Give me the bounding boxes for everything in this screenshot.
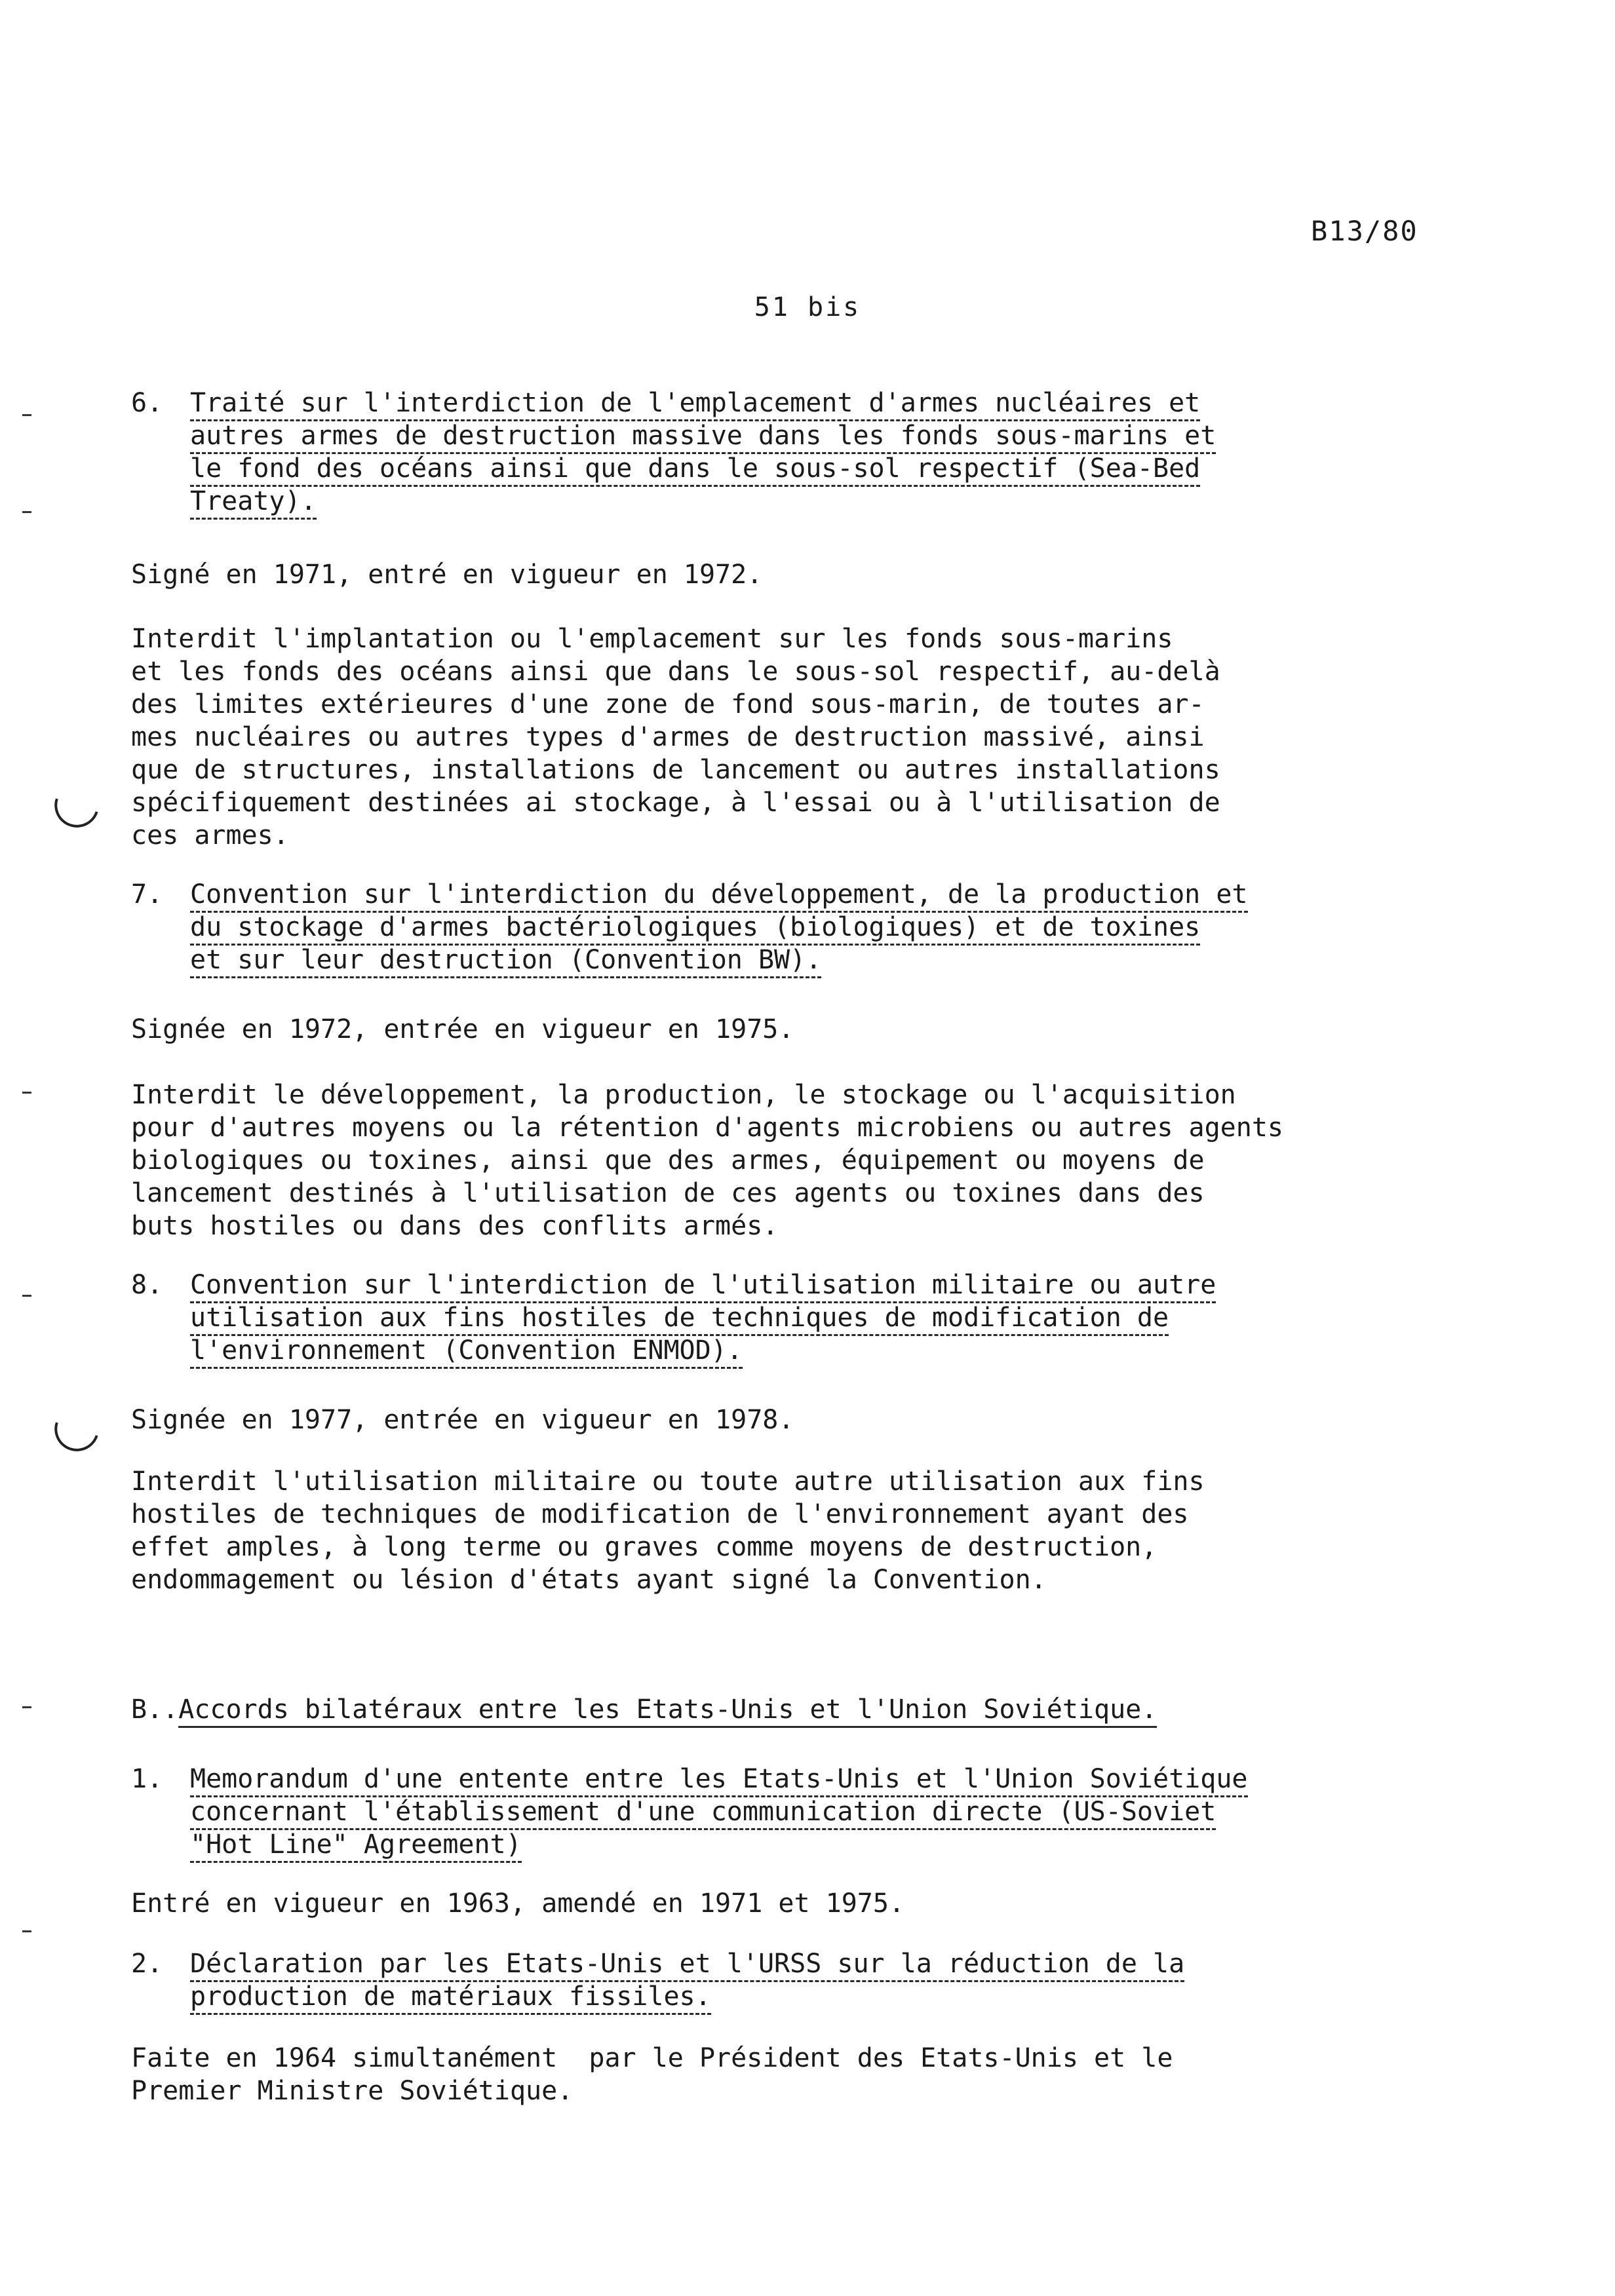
section-7-body: Interdit le développement, la production, le stockage ou l'acquisition pour d'autres moyens ou la rétention d'agents microbiens ou autres agents biologiques ou toxines, ainsi que des armes, équipement ou moyens de lancement destinés à l'utilisation de ces agents ou toxines dans des buts hostiles ou dans des conflits armés. xyxy=(131,1080,1283,1241)
section-8-status: Signée en 1977, entrée en vigueur en 1978. xyxy=(131,1405,794,1435)
margin-arc-mark xyxy=(49,798,98,833)
section-6-body: Interdit l'implantation ou l'emplacement sur les fonds sous-marins et les fonds des océans ainsi que dans le sous-sol respectif, au-delà des limites extérieures d'une zone de fond sous-marin, de toutes ar- mes nucléaires ou autres types d'armes de destruction massivé, ainsi que de structures, installations de lancement ou autres installations spécifiquement destinées ai stockage, à l'essai ou à l'utilisation de ces armes. xyxy=(131,624,1220,851)
section-8-title: 8. Convention sur l'interdiction de l'utilisation militaire ou autre utilisation aux fins hostiles de techniques de modification de l'environnement (Convention ENMOD). xyxy=(131,1269,1534,1367)
part-b-item-1-status: Entré en vigueur en 1963, amendé en 1971 et 1975. xyxy=(131,1888,905,1919)
margin-arc-mark xyxy=(49,1422,98,1457)
section-7-title: 7. Convention sur l'interdiction du développement, de la production et du stockage d'armes bactériologiques (biologiques) et de toxines et sur leur destruction (Convention BW). xyxy=(131,878,1534,976)
part-b-item-2-title: 2. Déclaration par les Etats-Unis et l'URSS sur la réduction de la production de matériaux fissiles. xyxy=(131,1947,1534,2013)
margin-mark xyxy=(22,1706,31,1708)
part-b-heading: B..Accords bilatéraux entre les Etats-Unis et l'Union Soviétique. xyxy=(131,1693,1534,1726)
section-6-title: 6. Traité sur l'interdiction de l'emplacement d'armes nucléaires et autres armes de destruction massive dans les fonds sous-marins et le fond des océans ainsi que dans le sous-sol respectif (Sea-Bed Treaty). xyxy=(131,387,1534,518)
margin-mark xyxy=(22,1092,31,1094)
margin-mark xyxy=(22,414,31,416)
section-7-status: Signée en 1972, entrée en vigueur en 1975. xyxy=(131,1014,794,1044)
margin-mark xyxy=(22,1930,31,1932)
part-b-item-2-body: Faite en 1964 simultanément par le Président des Etats-Unis et le Premier Ministre Soviétique. xyxy=(131,2043,1173,2106)
section-6-status: Signé en 1971, entré en vigueur en 1972. xyxy=(131,560,763,590)
section-8-body: Interdit l'utilisation militaire ou toute autre utilisation aux fins hostiles de techniques de modification de l'environnement ayant des effet amples, à long terme ou graves comme moyens de destruction, endommagement ou lésion d'états ayant signé la Convention. xyxy=(131,1466,1205,1595)
document-reference: B13/80 xyxy=(1311,215,1418,247)
margin-mark xyxy=(22,511,31,513)
page-number: 51 bis xyxy=(754,292,861,322)
margin-mark xyxy=(22,1295,31,1297)
part-b-item-1-title: 1. Memorandum d'une entente entre les Etats-Unis et l'Union Soviétique concernant l'établissement d'une communication directe (US-Soviet "Hot Line" Agreement) xyxy=(131,1763,1534,1861)
